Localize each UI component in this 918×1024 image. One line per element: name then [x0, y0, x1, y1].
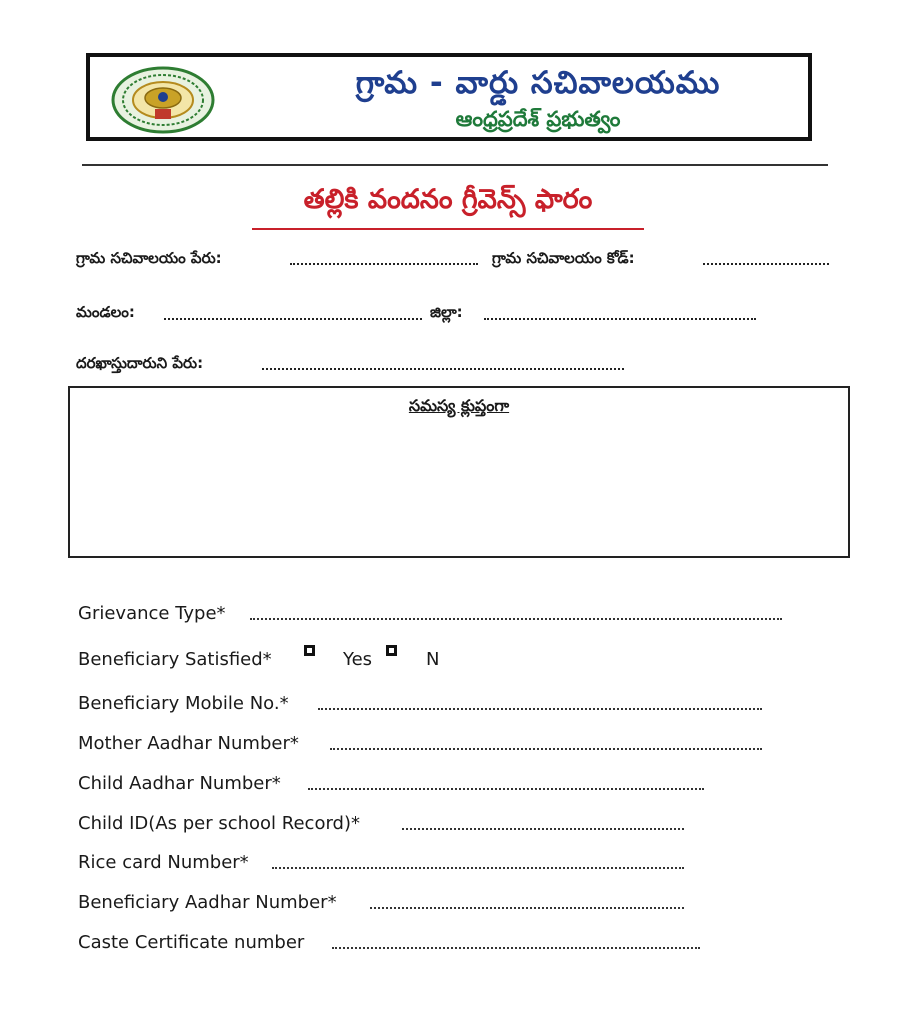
rice-card-label: Rice card Number* — [78, 852, 249, 873]
secretariat-name-label: గ్రామ సచివాలయం పేరు: — [76, 249, 222, 267]
mother-aadhar-field[interactable] — [330, 748, 762, 750]
child-aadhar-field[interactable] — [308, 788, 704, 790]
form-title-underline — [252, 228, 644, 230]
child-id-label: Child ID(As per school Record)* — [78, 813, 360, 834]
beneficiary-satisfied-label: Beneficiary Satisfied* — [78, 649, 272, 670]
beneficiary-aadhar-label: Beneficiary Aadhar Number* — [78, 892, 337, 913]
satisfied-no-label: N — [426, 649, 440, 670]
beneficiary-aadhar-field[interactable] — [370, 907, 684, 909]
applicant-name-field[interactable] — [262, 368, 624, 370]
grievance-type-field[interactable] — [250, 618, 782, 620]
secretariat-code-field[interactable] — [703, 263, 829, 265]
secretariat-code-label: గ్రామ సచివాలయం కోడ్: — [492, 249, 635, 267]
satisfied-yes-label: Yes — [343, 649, 373, 670]
grievance-type-label: Grievance Type* — [78, 603, 226, 624]
satisfied-no-checkbox[interactable] — [386, 645, 397, 656]
form-title: తల్లికి వందనం గ్రీవెన్స్ ఫారం — [303, 184, 593, 215]
district-field[interactable] — [484, 318, 756, 320]
andhra-pradesh-emblem-icon — [108, 65, 230, 135]
mobile-label: Beneficiary Mobile No.* — [78, 693, 289, 714]
header-title: గ్రామ - వార్డు సచివాలయము — [355, 65, 721, 101]
district-label: జిల్లా: — [430, 303, 463, 321]
applicant-name-label: దరఖాస్తుదారుని పేరు: — [76, 354, 204, 372]
mother-aadhar-label: Mother Aadhar Number* — [78, 733, 299, 754]
caste-certificate-label: Caste Certificate number — [78, 932, 305, 953]
header-subtitle: ఆంధ్రప్రదేశ్ ప్రభుత్వం — [455, 107, 621, 131]
header-banner — [86, 53, 812, 141]
child-id-field[interactable] — [402, 828, 684, 830]
header-divider — [82, 164, 828, 166]
caste-certificate-field[interactable] — [332, 947, 700, 949]
child-aadhar-label: Child Aadhar Number* — [78, 773, 281, 794]
problem-description-box[interactable] — [68, 386, 850, 558]
satisfied-yes-checkbox[interactable] — [304, 645, 315, 656]
mobile-field[interactable] — [318, 708, 762, 710]
secretariat-name-field[interactable] — [290, 263, 478, 265]
mandal-field[interactable] — [164, 318, 422, 320]
rice-card-field[interactable] — [272, 867, 684, 869]
problem-description-heading: సమస్య క్లుప్తంగా — [408, 396, 510, 415]
mandal-label: మండలం: — [76, 303, 135, 321]
